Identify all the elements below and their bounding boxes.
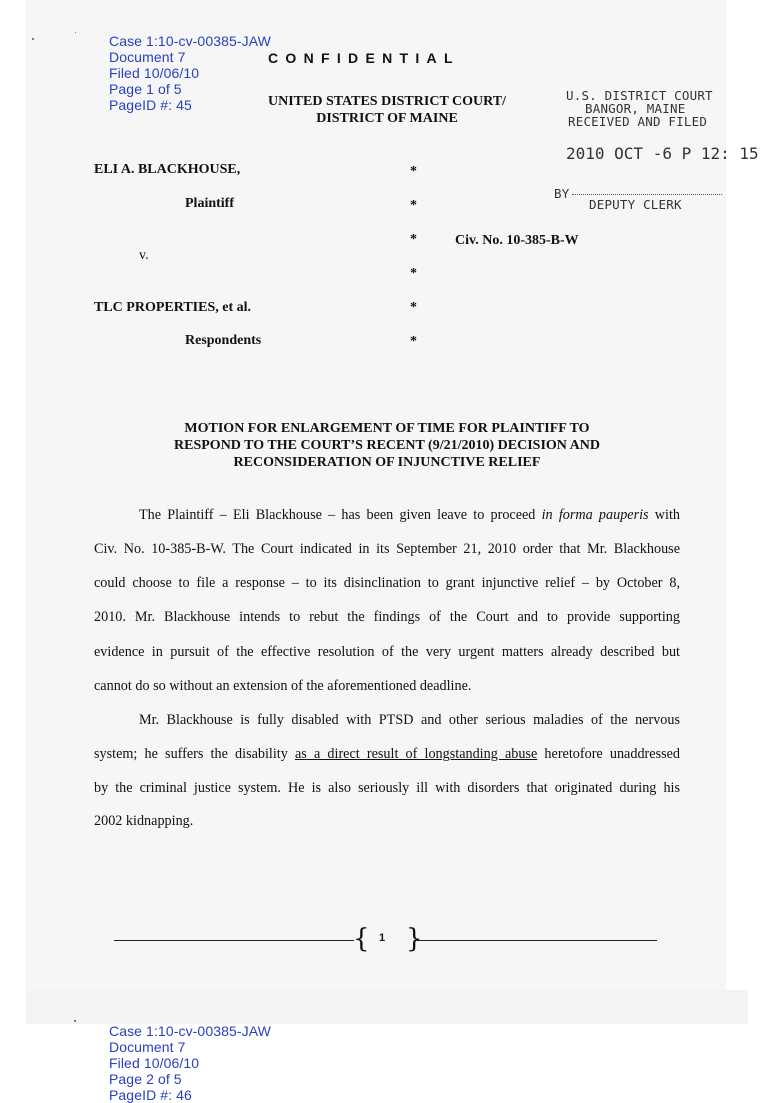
plaintiff-role: Plaintiff <box>185 196 234 211</box>
body-line: cannot do so without an extension of the aforementioned deadline. <box>94 678 472 694</box>
body-line <box>139 507 680 524</box>
court-line-2: DISTRICT OF MAINE <box>316 111 458 126</box>
motion-title-line-3: RECONSIDERATION OF INJUNCTIVE RELIEF <box>233 455 541 470</box>
scan-speck <box>74 1020 76 1022</box>
scan-speck <box>32 38 34 40</box>
ecf-case-number: Case 1:10-cv-00385-JAW <box>108 33 271 49</box>
versus: v. <box>139 248 149 263</box>
body-line: could choose to file a response – to its disinclination to grant injunctive relief – by October 8, <box>94 575 680 591</box>
ecf-page: Page 1 of 5 <box>108 81 182 97</box>
body-line: 2010. Mr. Blackhouse intends to rebut the findings of the Court and to provide supporting <box>94 609 680 625</box>
caption-asterisk: * <box>410 266 417 281</box>
body-line: by the criminal justice system. He is also seriously ill with disorders that originated during his <box>94 780 680 796</box>
stamp-deputy-clerk: DEPUTY CLERK <box>589 197 682 212</box>
body-line: evidence in pursuit of the effective resolution of the very urgent matters already described but <box>94 644 680 660</box>
page-number: 1 <box>379 932 386 944</box>
body-line: Civ. No. 10-385-B-W. The Court indicated in its September 21, 2010 order that Mr. Blackhouse <box>94 541 680 557</box>
confidential-heading: CONFIDENTIAL <box>268 50 460 66</box>
body-line: 2002 kidnapping. <box>94 813 194 829</box>
footer-rule-left <box>114 940 354 941</box>
body-text-fragment: The Plaintiff – Eli Blackhouse – has been given leave to proceed <box>139 507 542 523</box>
stamp-court: U.S. DISTRICT COURT <box>566 88 713 103</box>
stamp-received: RECEIVED AND FILED <box>568 114 708 129</box>
ecf-document: Document 7 <box>108 1039 186 1055</box>
stamp-city: BANGOR, MAINE <box>585 101 686 116</box>
stamp-date: 2010 OCT -6 P 12: 15 <box>566 144 759 163</box>
ecf-case-number: Case 1:10-cv-00385-JAW <box>108 1023 271 1039</box>
body-text-fragment: system; he suffers the disability <box>94 746 295 762</box>
ecf-pageid: PageID #: 45 <box>108 97 192 113</box>
defendant-name: TLC PROPERTIES, et al. <box>94 300 252 315</box>
ecf-pageid: PageID #: 46 <box>108 1087 192 1103</box>
body-line: Mr. Blackhouse is fully disabled with PTSD and other serious maladies of the nervous <box>139 712 680 728</box>
body-text-fragment: heretofore unaddressed <box>537 746 681 762</box>
scan-speck <box>75 32 76 33</box>
motion-title-line-1: MOTION FOR ENLARGEMENT OF TIME FOR PLAINTIFF TO <box>184 421 590 436</box>
caption-asterisk: * <box>410 198 417 213</box>
ecf-filed: Filed 10/06/10 <box>108 65 200 81</box>
footer-brace-left: { <box>353 924 370 954</box>
court-line-1: UNITED STATES DISTRICT COURT/ <box>268 94 506 109</box>
body-text-fragment: with <box>648 507 680 523</box>
motion-title-line-2: RESPOND TO THE COURT’S RECENT (9/21/2010) DECISION AND <box>174 438 600 453</box>
caption-asterisk: * <box>410 164 417 179</box>
defendant-role: Respondents <box>185 333 262 348</box>
ecf-page: Page 2 of 5 <box>108 1071 182 1087</box>
plaintiff-name: ELI A. BLACKHOUSE, <box>94 162 241 177</box>
ecf-header-bottom <box>101 1007 283 1103</box>
footer-brace-right: } <box>406 924 423 954</box>
caption-asterisk: * <box>410 232 417 247</box>
caption-asterisk: * <box>410 334 417 349</box>
footer-rule-right <box>416 940 657 941</box>
stamp-by: BY <box>554 186 570 201</box>
body-line <box>94 746 680 763</box>
ecf-document: Document 7 <box>108 49 186 65</box>
civil-number: Civ. No. 10-385-B-W <box>455 233 579 248</box>
caption-asterisk: * <box>410 300 417 315</box>
body-text-underlined: as a direct result of longstanding abuse <box>295 746 538 762</box>
motion-title <box>140 420 634 471</box>
court-name <box>240 93 534 127</box>
body-text-italic: in forma pauperis <box>541 507 649 523</box>
stamp-signature-line <box>572 194 722 195</box>
ecf-filed: Filed 10/06/10 <box>108 1055 200 1071</box>
